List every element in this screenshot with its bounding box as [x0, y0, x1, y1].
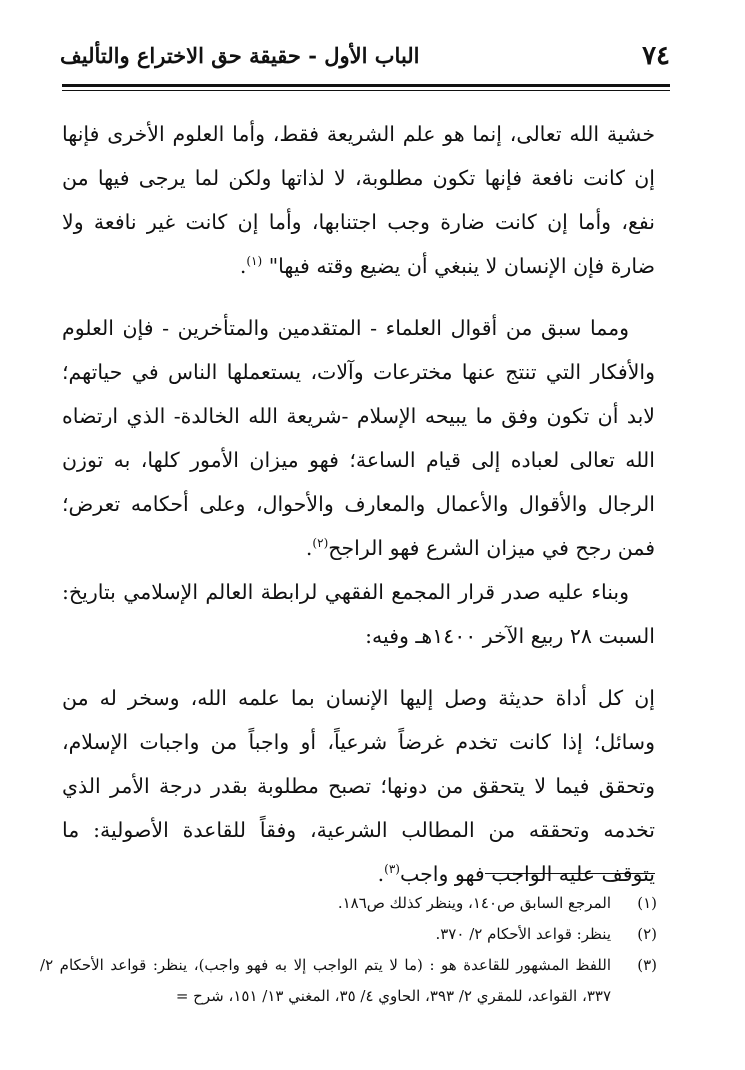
footnote-text: المرجع السابق ص١٤٠، وينظر كذلك ص١٨٦. — [337, 894, 611, 912]
paragraph-1-text: خشية الله تعالى، إنما هو علم الشريعة فقط، وأما العلوم الأخرى فإنها إن كانت نافعة فإنها تكون مطلوبة، لا لذاتها ولكن لما يرجى فيها من نفع، وأما إن كانت ضارة وجب اجتنابها، وأما إن كانت غير نافعة ولا ضارة فإن الإنسان لا ينبغي أن يضيع وقته فيها" — [62, 122, 655, 278]
footnote-separator — [485, 873, 655, 874]
footnote-text: ينظر: قواعد الأحكام ٢/ ٣٧٠. — [435, 925, 611, 943]
page-header — [60, 38, 670, 86]
footnote-number: (٢) — [637, 925, 657, 943]
footnote-number: (١) — [637, 894, 657, 912]
paragraph-3-text: وبناء عليه صدر قرار المجمع الفقهي لرابطة العالم الإسلامي بتاريخ: السبت ٢٨ ربيع الآخر ١٤٠٠هـ وفيه: — [62, 580, 655, 648]
footnote-ref-2: (٢) — [312, 536, 329, 551]
paragraph-2-text: ومما سبق من أقوال العلماء - المتقدمين والمتأخرين - فإن العلوم والأفكار التي تنتج عنها مخترعات وآلات، يستعملها الناس في حياتهم؛ لابد أن تكون وفق ما يبيحه الإسلام -شريعة الله الخالدة- الذي ارتضاه الله تعالى لعباده إلى قيام الساعة؛ فهو ميزان الأمور كلها، به توزن الرجال والأقوال والأعمال والمعارف والأحوال، وعلى أحكامه تعرض؛ فمن رجح في ميزان الشرع فهو الراجح — [62, 316, 655, 560]
footnote-3 — [40, 950, 657, 1012]
paragraph-1: خشية الله تعالى، إنما هو علم الشريعة فقط، وأما العلوم الأخرى فإنها إن كانت نافعة فإنها تكون مطلوبة، لا لذاتها ولكن لما يرجى فيها من نفع، وأما إن كانت ضارة وجب اجتنابها، وأما إن كانت غير نافعة ولا ضارة فإن الإنسان لا ينبغي أن يضيع وقته فيها" $^{(١)}$. — [62, 122, 655, 278]
footnote-text: اللفظ المشهور للقاعدة هو : (ما لا يتم الواجب إلا به فهو واجب)، ينظر: قواعد الأحكام ٢/ ٣٣٧، القواعد، للمقري ٢/ ٣٩٣، الحاوي ٤/ ٣٥، المغني ١٣/ ١٥١، شرح = — [40, 956, 611, 1005]
body-text — [62, 112, 655, 896]
paragraph-4-text: إن كل أداة حديثة وصل إليها الإنسان بما علمه الله، وسخر له من وسائل؛ إذا كانت تخدم غرضاً شرعياً، أو واجباً من واجبات الإسلام، وتحقق فيما لا يتحقق من دونها؛ تصبح مطلوبة بقدر درجة الأمر الذي تخدمه وتحققه من المطالب الشرعية، وفقاً للقاعدة الأصولية: ما يتوقف عليه الواجب فهو واجب — [62, 686, 655, 886]
footnote-number: (٣) — [637, 956, 657, 974]
running-title: الباب الأول - حقيقة حق الاختراع والتأليف — [60, 43, 420, 68]
page-number: ٧٤ — [642, 41, 670, 71]
footnote-ref-3: (٣) — [384, 862, 400, 877]
paragraph-4: إن كل أداة حديثة وصل إليها الإنسان بما علمه الله، وسخر له من وسائل؛ إذا كانت تخدم غرضاً شرعياً، أو واجباً من واجبات الإسلام، وتحقق فيما لا يتحقق من دونها؛ تصبح مطلوبة بقدر درجة الأمر الذي تخدمه وتحققه من المطالب الشرعية، وفقاً للقاعدة الأصولية: ما يتوقف عليه الواجب فهو واجب$^{(٣)}$. — [62, 686, 655, 886]
paragraph-3 — [62, 570, 655, 658]
footnote-2 — [40, 919, 657, 950]
footnote-1 — [40, 888, 657, 919]
footnote-ref-1: (١) — [246, 254, 263, 269]
paragraph-2: ومما سبق من أقوال العلماء - المتقدمين والمتأخرين - فإن العلوم والأفكار التي تنتج عنها مخترعات وآلات، يستعملها الناس في حياتهم؛ لابد أن تكون وفق ما يبيحه الإسلام -شريعة الله الخالدة- الذي ارتضاه الله تعالى لعباده إلى قيام الساعة؛ فهو ميزان الأمور كلها، به توزن الرجال والأقوال والأعمال والمعارف والأحوال، وعلى أحكامه تعرض؛ فمن رجح في ميزان الشرع فهو الراجح$^{(٢)}$. — [62, 316, 655, 560]
footnotes — [40, 888, 657, 1012]
header-rule — [62, 84, 670, 91]
